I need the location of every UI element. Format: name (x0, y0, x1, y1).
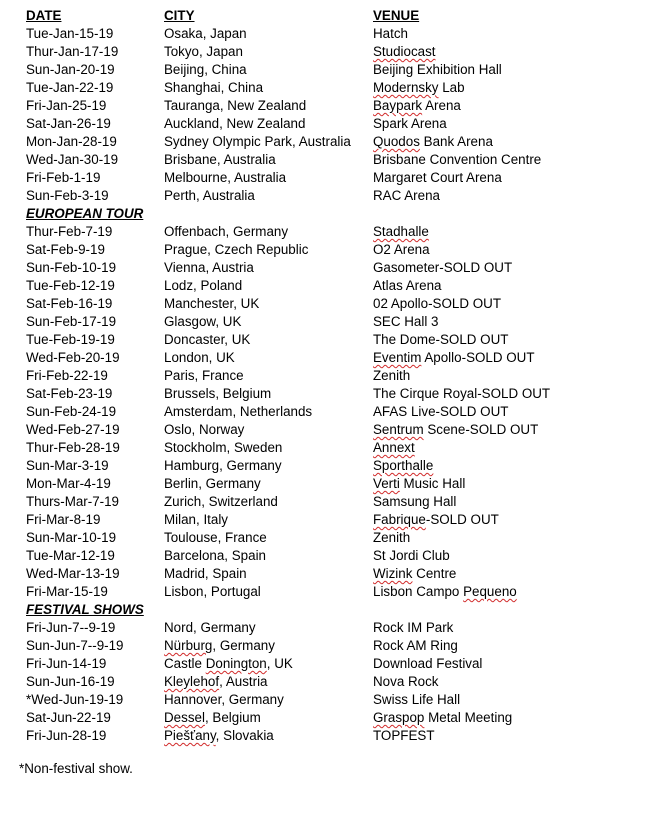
city-column-header: CITY (164, 8, 195, 23)
date-cell: Fri-Jun-28-19 (26, 728, 107, 743)
city-cell: Auckland, New Zealand (164, 116, 306, 131)
city-cell: Barcelona, Spain (164, 548, 266, 563)
date-cell: Mon-Jan-28-19 (26, 134, 117, 149)
section-heading-row (0, 601, 672, 619)
date-cell: Fri-Feb-1-19 (26, 170, 101, 185)
venue-cell: Spark Arena (373, 116, 447, 131)
date-cell: Wed-Jan-30-19 (26, 152, 119, 167)
table-row (0, 349, 672, 367)
city-cell: Dessel, Belgium (164, 710, 261, 725)
venue-cell: Beijing Exhibition Hall (373, 62, 502, 77)
date-cell: Thurs-Mar-7-19 (26, 494, 120, 509)
city-cell: Hamburg, Germany (164, 458, 282, 473)
table-row (0, 115, 672, 133)
table-row (0, 43, 672, 61)
venue-cell: TOPFEST (373, 728, 435, 743)
section-heading-row (0, 205, 672, 223)
city-cell: Osaka, Japan (164, 26, 247, 41)
table-row (0, 259, 672, 277)
venue-cell: Sentrum Scene-SOLD OUT (373, 422, 539, 437)
table-row (0, 133, 672, 151)
city-cell: Shanghai, China (164, 80, 264, 95)
table-row (0, 169, 672, 187)
table-row (0, 151, 672, 169)
venue-cell: Lisbon Campo Pequeno (373, 584, 517, 599)
city-cell: Vienna, Austria (164, 260, 254, 275)
venue-cell: Margaret Court Arena (373, 170, 502, 185)
table-row (0, 475, 672, 493)
date-column-header: DATE (26, 8, 62, 23)
city-cell: Castle Donington, UK (164, 656, 293, 671)
city-cell: Doncaster, UK (164, 332, 251, 347)
venue-cell: Sporthalle (373, 458, 434, 473)
table-row (0, 457, 672, 475)
date-cell: Tue-Feb-19-19 (26, 332, 115, 347)
table-row (0, 511, 672, 529)
table-row (0, 439, 672, 457)
venue-cell: Annext (373, 440, 415, 455)
city-cell: Lodz, Poland (164, 278, 243, 293)
venue-cell: Quodos Bank Arena (373, 134, 493, 149)
city-cell: Brussels, Belgium (164, 386, 272, 401)
city-cell: Tokyo, Japan (164, 44, 243, 59)
city-cell: Madrid, Spain (164, 566, 247, 581)
venue-cell: St Jordi Club (373, 548, 450, 563)
date-cell: Mon-Mar-4-19 (26, 476, 111, 491)
date-cell: Fri-Jun-7--9-19 (26, 620, 116, 635)
city-cell: Stockholm, Sweden (164, 440, 283, 455)
date-cell: Sun-Jun-16-19 (26, 674, 115, 689)
venue-cell: Graspop Metal Meeting (373, 710, 513, 725)
venue-cell: Rock AM Ring (373, 638, 458, 653)
venue-cell: Wizink Centre (373, 566, 457, 581)
city-cell: Melbourne, Australia (164, 170, 287, 185)
venue-cell: O2 Arena (373, 242, 430, 257)
city-cell: Toulouse, France (164, 530, 267, 545)
table-row (0, 421, 672, 439)
venue-cell: Eventim Apollo-SOLD OUT (373, 350, 535, 365)
venue-cell: Gasometer-SOLD OUT (373, 260, 513, 275)
venue-cell: The Dome-SOLD OUT (373, 332, 509, 347)
venue-cell: Swiss Life Hall (373, 692, 461, 707)
city-cell: Manchester, UK (164, 296, 260, 311)
city-cell: Milan, Italy (164, 512, 228, 527)
venue-cell: Studiocast (373, 44, 436, 59)
table-row (0, 637, 672, 655)
city-cell: Tauranga, New Zealand (164, 98, 307, 113)
city-cell: Glasgow, UK (164, 314, 242, 329)
date-cell: Sun-Mar-10-19 (26, 530, 117, 545)
city-cell: Perth, Australia (164, 188, 255, 203)
city-cell: Kleylehof, Austria (164, 674, 268, 689)
venue-cell: Verti Music Hall (373, 476, 466, 491)
venue-cell: Baypark Arena (373, 98, 461, 113)
date-cell: Thur-Feb-7-19 (26, 224, 113, 239)
venue-cell: 02 Apollo-SOLD OUT (373, 296, 502, 311)
table-row (0, 367, 672, 385)
venue-cell: Nova Rock (373, 674, 439, 689)
city-cell: Oslo, Norway (164, 422, 245, 437)
city-cell: Nürburg, Germany (164, 638, 275, 653)
table-row (0, 385, 672, 403)
table-row (0, 313, 672, 331)
table-row (0, 25, 672, 43)
table-row (0, 241, 672, 259)
city-cell: Amsterdam, Netherlands (164, 404, 313, 419)
venue-cell: Download Festival (373, 656, 483, 671)
table-row (0, 277, 672, 295)
date-cell: Tue-Jan-22-19 (26, 80, 114, 95)
date-cell: Sat-Feb-23-19 (26, 386, 113, 401)
date-cell: Thur-Feb-28-19 (26, 440, 120, 455)
date-cell: *Wed-Jun-19-19 (26, 692, 124, 707)
date-cell: Sun-Jun-7--9-19 (26, 638, 124, 653)
city-cell: Lisbon, Portugal (164, 584, 261, 599)
section-heading: FESTIVAL SHOWS (26, 602, 144, 617)
table-row (0, 655, 672, 673)
table-header (0, 7, 672, 25)
table-row (0, 691, 672, 709)
venue-cell: SEC Hall 3 (373, 314, 439, 329)
venue-cell: Brisbane Convention Centre (373, 152, 542, 167)
city-cell: London, UK (164, 350, 235, 365)
table-row (0, 187, 672, 205)
venue-cell: The Cirque Royal-SOLD OUT (373, 386, 551, 401)
date-cell: Sun-Feb-10-19 (26, 260, 117, 275)
table-row (0, 79, 672, 97)
city-cell: Sydney Olympic Park, Australia (164, 134, 351, 149)
venue-cell: Atlas Arena (373, 278, 442, 293)
date-cell: Sun-Feb-24-19 (26, 404, 117, 419)
date-cell: Fri-Jun-14-19 (26, 656, 107, 671)
city-cell: Prague, Czech Republic (164, 242, 309, 257)
city-cell: Beijing, China (164, 62, 247, 77)
venue-cell: RAC Arena (373, 188, 440, 203)
date-cell: Sat-Feb-9-19 (26, 242, 105, 257)
city-cell: Berlin, Germany (164, 476, 261, 491)
footnote: *Non-festival show. (19, 761, 133, 776)
table-row (0, 727, 672, 745)
table-row (0, 331, 672, 349)
venue-cell: Zenith (373, 368, 411, 383)
date-cell: Fri-Mar-15-19 (26, 584, 108, 599)
city-cell: Offenbach, Germany (164, 224, 289, 239)
venue-cell: Hatch (373, 26, 408, 41)
date-cell: Tue-Mar-12-19 (26, 548, 115, 563)
table-row (0, 295, 672, 313)
city-cell: Hannover, Germany (164, 692, 284, 707)
date-cell: Fri-Jan-25-19 (26, 98, 107, 113)
table-row (0, 673, 672, 691)
city-cell: Piešťany, Slovakia (164, 728, 274, 743)
date-cell: Sun-Jan-20-19 (26, 62, 115, 77)
city-cell: Paris, France (164, 368, 244, 383)
table-row (0, 529, 672, 547)
venue-cell: Stadhalle (373, 224, 429, 239)
table-row (0, 583, 672, 601)
section-heading: EUROPEAN TOUR (26, 206, 144, 221)
table-row (0, 619, 672, 637)
date-cell: Sat-Jan-26-19 (26, 116, 111, 131)
table-row (0, 493, 672, 511)
venue-cell: Fabrique-SOLD OUT (373, 512, 499, 527)
date-cell: Tue-Feb-12-19 (26, 278, 115, 293)
date-cell: Tue-Jan-15-19 (26, 26, 114, 41)
date-cell: Wed-Mar-13-19 (26, 566, 120, 581)
table-row (0, 97, 672, 115)
table-row (0, 61, 672, 79)
venue-cell: Samsung Hall (373, 494, 457, 509)
date-cell: Sat-Jun-22-19 (26, 710, 111, 725)
table-row (0, 223, 672, 241)
date-cell: Fri-Mar-8-19 (26, 512, 101, 527)
table-row (0, 709, 672, 727)
date-cell: Fri-Feb-22-19 (26, 368, 108, 383)
venue-column-header: VENUE (373, 8, 420, 23)
date-cell: Sat-Feb-16-19 (26, 296, 113, 311)
venue-cell: AFAS Live-SOLD OUT (373, 404, 509, 419)
table-row (0, 403, 672, 421)
city-cell: Zurich, Switzerland (164, 494, 278, 509)
venue-cell: Zenith (373, 530, 411, 545)
city-cell: Brisbane, Australia (164, 152, 276, 167)
table-row (0, 565, 672, 583)
venue-cell: Modernsky Lab (373, 80, 465, 95)
date-cell: Sun-Mar-3-19 (26, 458, 109, 473)
date-cell: Thur-Jan-17-19 (26, 44, 119, 59)
venue-cell: Rock IM Park (373, 620, 454, 635)
date-cell: Wed-Feb-20-19 (26, 350, 120, 365)
date-cell: Wed-Feb-27-19 (26, 422, 120, 437)
city-cell: Nord, Germany (164, 620, 256, 635)
table-row (0, 547, 672, 565)
date-cell: Sun-Feb-3-19 (26, 188, 109, 203)
date-cell: Sun-Feb-17-19 (26, 314, 117, 329)
